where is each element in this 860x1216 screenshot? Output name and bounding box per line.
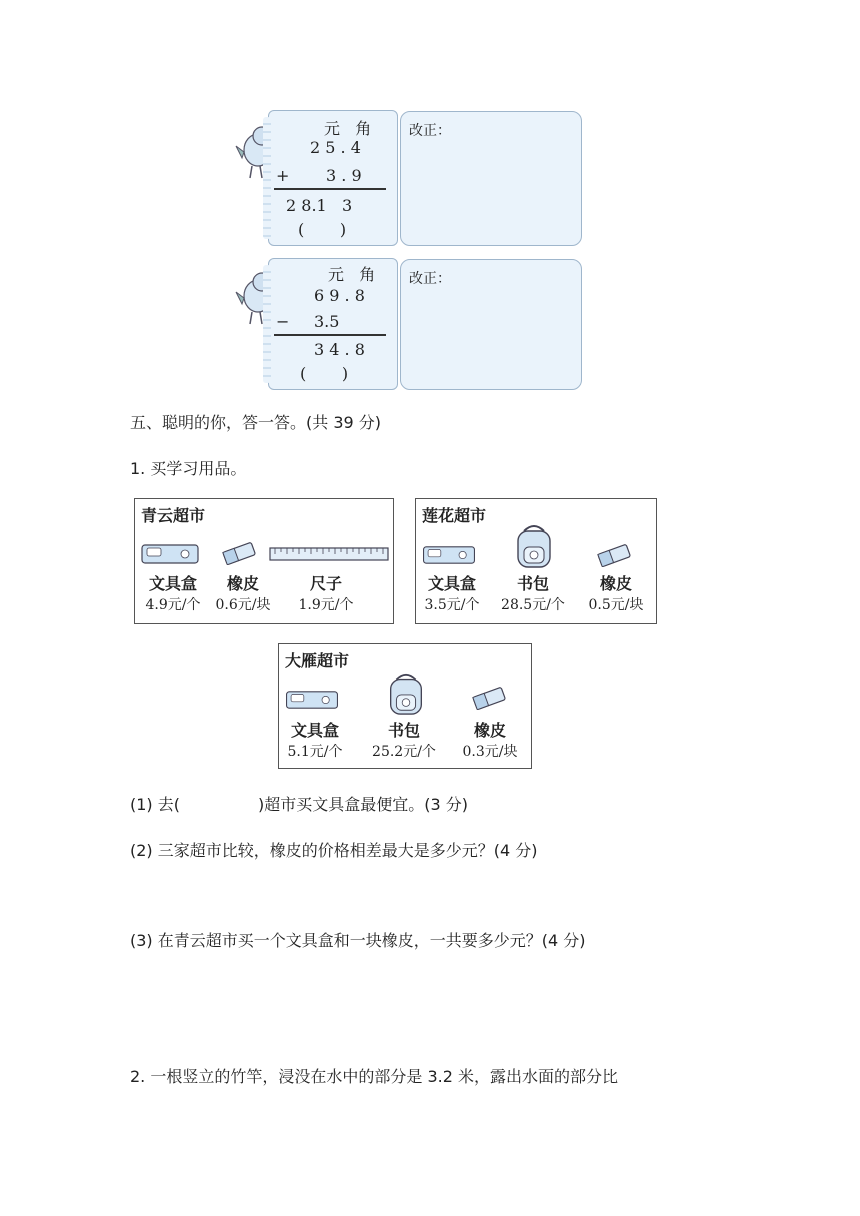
item-price: 25.2元/个 (372, 744, 436, 760)
question-1-title: 1. 买学习用品。 (130, 459, 247, 478)
calc-operand-2: 3 . 9 (326, 166, 362, 185)
correction-label: 改正： (409, 123, 451, 139)
store-name: 大雁超市 (285, 651, 350, 670)
item-name: 文具盒 (148, 574, 197, 593)
calc-line (274, 334, 386, 336)
calc-operand-1: 6 9 . 8 (314, 286, 365, 305)
store-item (361, 718, 447, 761)
question-1-1-suffix: )超市买文具盒最便宜。(3 分) (258, 795, 468, 814)
question-1-1 (130, 792, 468, 815)
item-price: 0.6元/块 (215, 597, 271, 613)
correction-box[interactable] (400, 259, 582, 390)
calc-judge-paren: ( ) (298, 220, 347, 239)
calc-result: 2 8.1 3 (286, 196, 353, 215)
store-item (490, 571, 576, 614)
store-qingyun (134, 498, 394, 624)
item-price: 0.3元/块 (462, 744, 518, 760)
item-name: 尺子 (309, 574, 342, 593)
store-name: 青云超市 (141, 506, 206, 525)
backpack-icon (383, 670, 429, 716)
store-item (453, 718, 527, 761)
item-name: 书包 (516, 574, 549, 593)
item-price: 0.5元/块 (588, 597, 644, 613)
item-price: 1.9元/个 (298, 597, 354, 613)
calc-operand-2: 3.5 (314, 312, 340, 331)
store-item (285, 571, 367, 614)
item-name: 橡皮 (226, 574, 259, 593)
item-name: 文具盒 (427, 574, 476, 593)
calc-operator: − (276, 312, 290, 331)
calc-card-1 (230, 108, 590, 248)
item-name: 书包 (387, 721, 420, 740)
pencil-case-icon (141, 543, 199, 565)
calc-header: 元 角 (324, 119, 372, 138)
item-price: 4.9元/个 (145, 597, 201, 613)
eraser-icon (221, 541, 257, 565)
store-dayan (278, 643, 532, 769)
store-item (279, 718, 351, 761)
ruler-icon (269, 546, 389, 562)
calc-operator: + (276, 166, 290, 185)
store-item (580, 571, 652, 614)
question-1-1-prefix: (1) 去( (130, 795, 180, 814)
store-item (209, 571, 277, 614)
store-lianhua (415, 498, 657, 624)
question-2: 2. 一根竖立的竹竿，浸没在水中的部分是 3.2 米，露出水面的部分比 (130, 1067, 618, 1086)
calc-operand-1: 2 5 . 4 (310, 138, 361, 157)
store-item (137, 571, 209, 614)
question-1-3: (3) 在青云超市买一个文具盒和一块橡皮，一共要多少元？(4 分) (130, 931, 586, 950)
correction-label: 改正： (409, 271, 451, 287)
calc-line (274, 188, 386, 190)
pencil-case-icon (285, 690, 339, 710)
section-title: 五、聪明的你，答一答。(共 39 分) (130, 413, 382, 432)
correction-box[interactable] (400, 111, 582, 246)
calc-header: 元 角 (328, 265, 376, 284)
item-name: 文具盒 (290, 721, 339, 740)
calc-judge-paren: ( ) (300, 364, 349, 383)
item-name: 橡皮 (473, 721, 506, 740)
item-price: 3.5元/个 (424, 597, 480, 613)
backpack-icon (510, 521, 558, 569)
calc-card-2 (230, 256, 590, 392)
pencil-case-icon (422, 545, 476, 565)
calc-result: 3 4 . 8 (314, 340, 365, 359)
eraser-icon (471, 686, 507, 710)
eraser-icon (596, 543, 632, 567)
item-name: 橡皮 (599, 574, 632, 593)
store-name: 莲花超市 (422, 506, 487, 525)
item-price: 28.5元/个 (501, 597, 565, 613)
store-item (416, 571, 488, 614)
item-price: 5.1元/个 (287, 744, 343, 760)
question-1-2: (2) 三家超市比较，橡皮的价格相差最大是多少元？(4 分) (130, 841, 538, 860)
